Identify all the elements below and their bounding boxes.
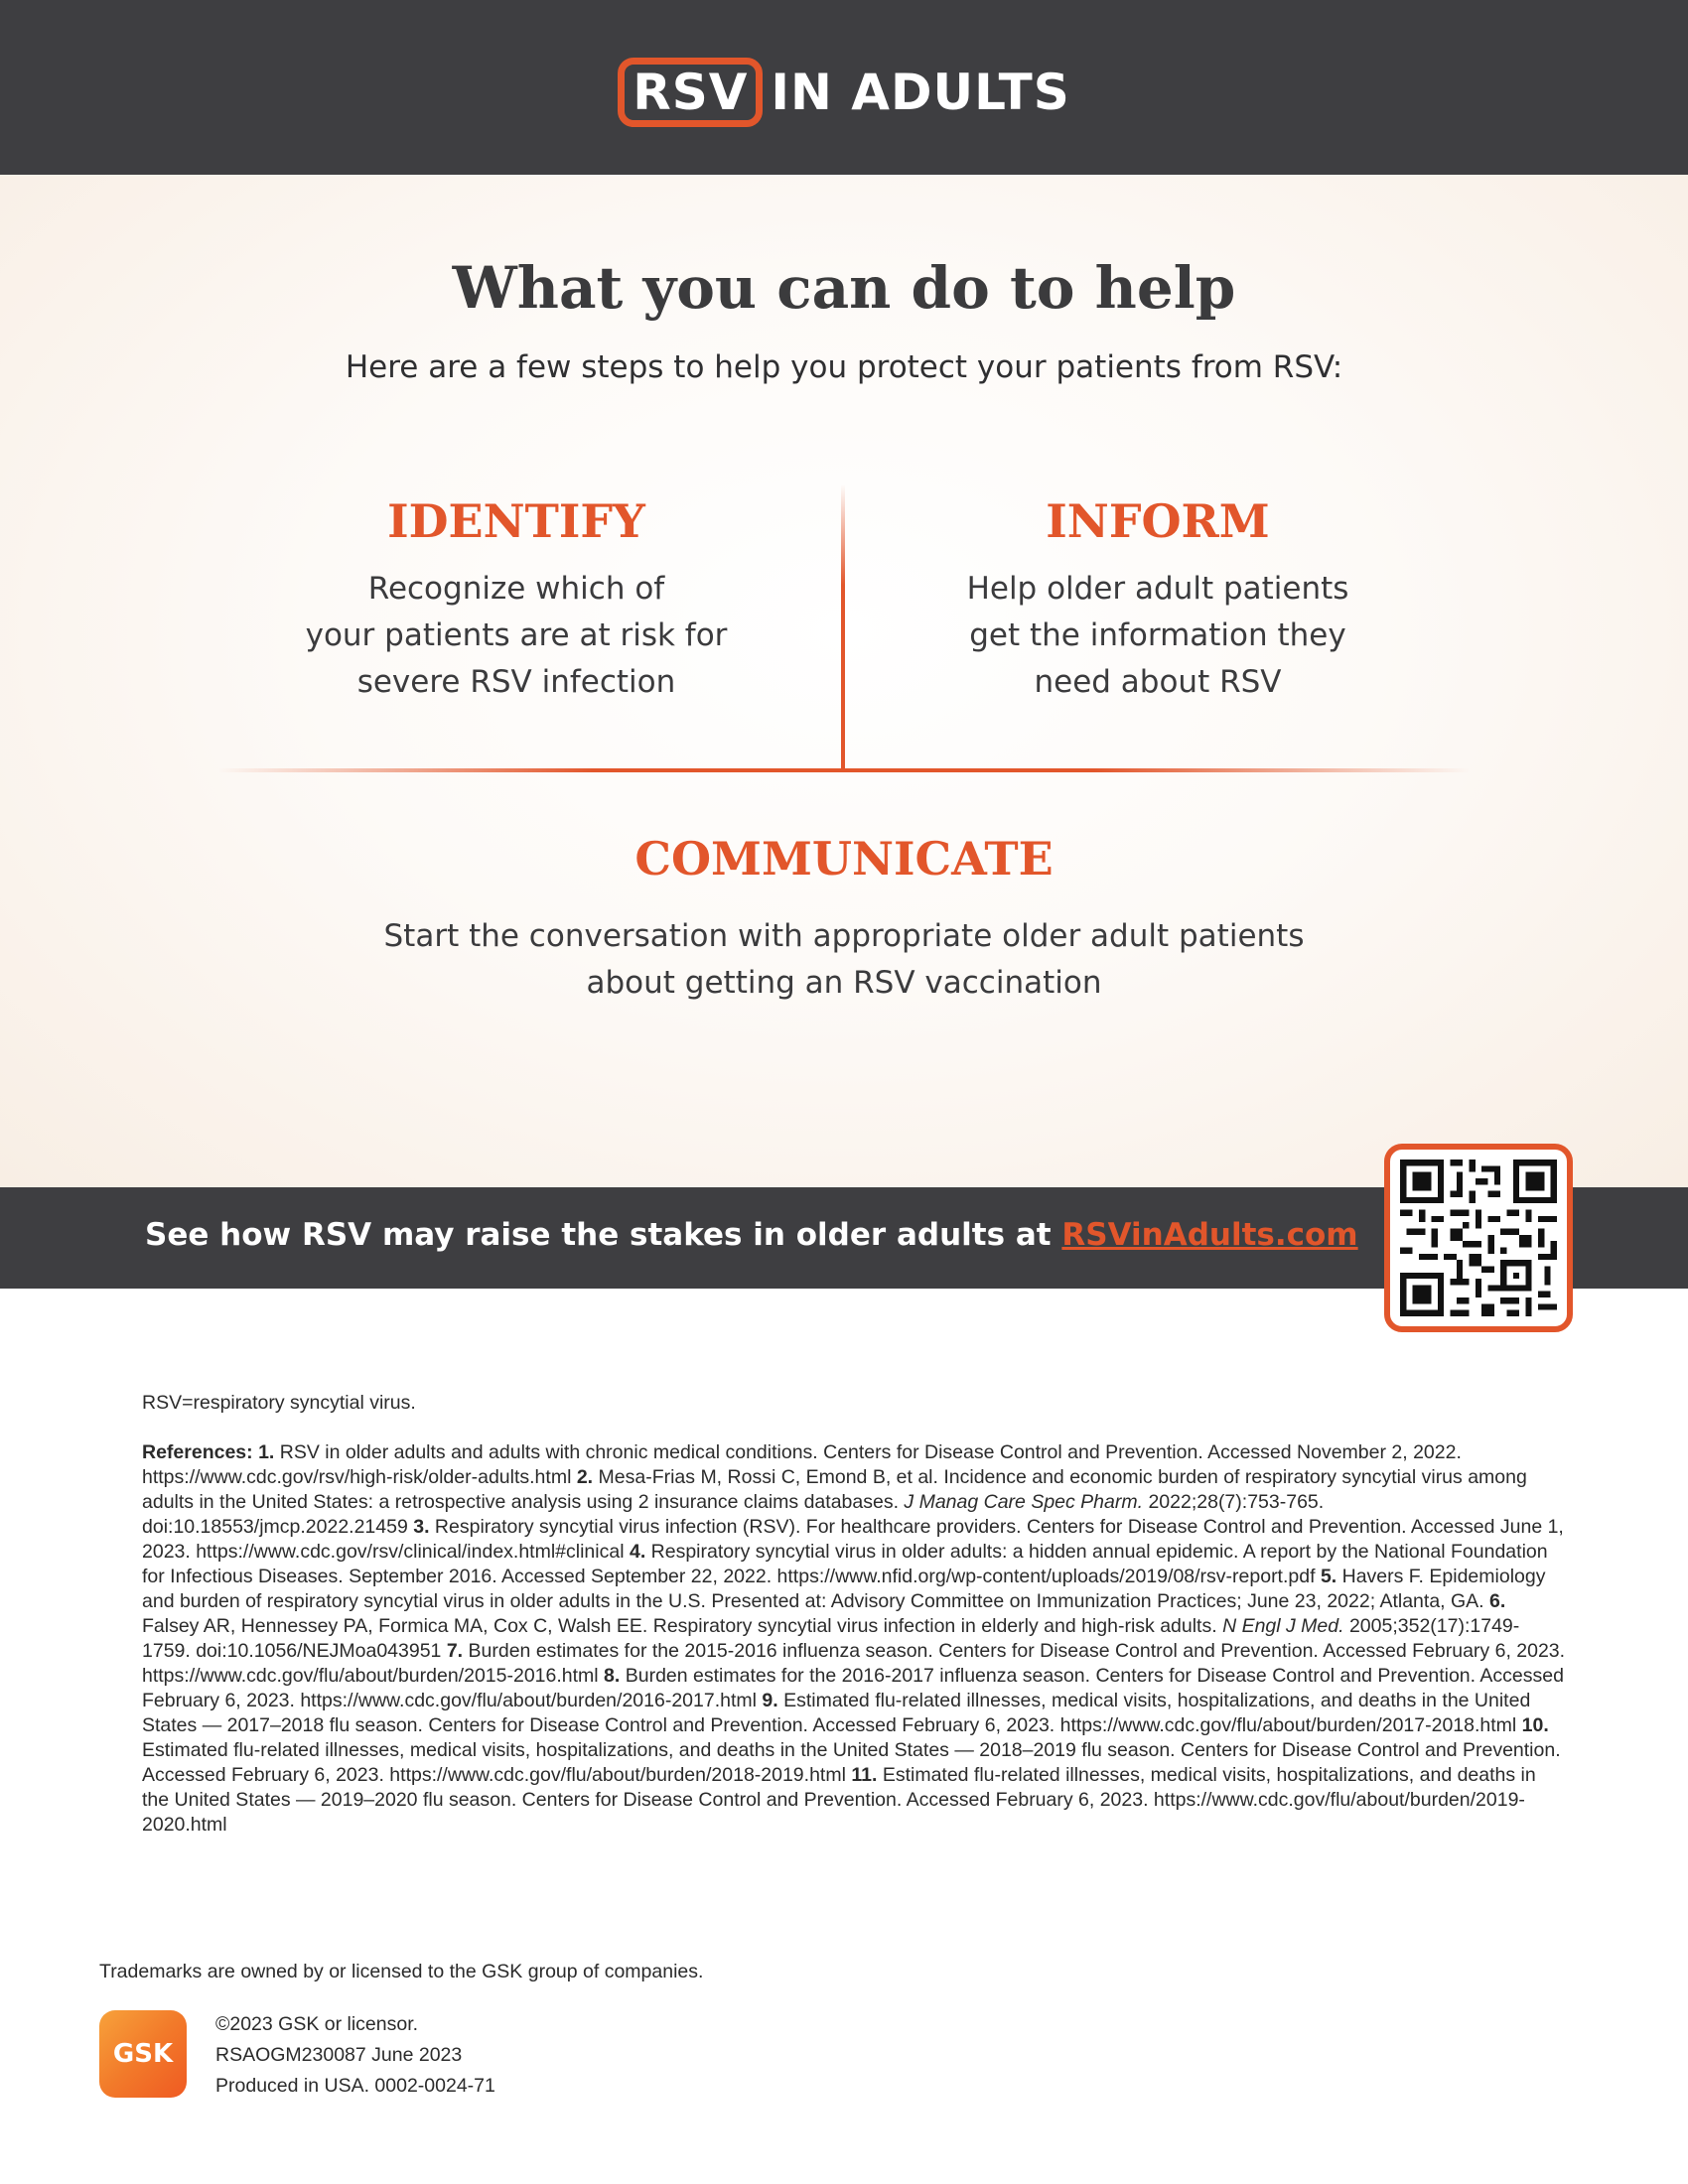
identify-line: your patients are at risk for: [305, 617, 728, 653]
page-subtitle: Here are a few steps to help you protect your patients from RSV:: [345, 349, 1343, 385]
ref-journal: N Engl J Med.: [1222, 1615, 1344, 1637]
ref-text: Respiratory syncytial virus infection (RSV). For healthcare providers. Centers for Disease Control and Prevention. Accessed June 1, 2023. https://www.cdc.gov/rsv/clinical/index.html#clinical: [142, 1516, 1564, 1563]
ref-number: 5.: [1320, 1566, 1337, 1587]
ref-text: RSV in older adults and adults with chronic medical conditions. Centers for Disease Control and Prevention. Accessed November 2, 2022. https://www.cdc.gov/rsv/high-risk/older-adults.html: [142, 1441, 1462, 1488]
ref-number: 2.: [576, 1466, 594, 1488]
ref-text: Estimated flu-related illnesses, medical visits, hospitalizations, and deaths in the United States — 2017–2018 flu season. Centers for Disease Control and Prevention. Accessed February 6, 2023. https://www.cdc.gov/flu/about/burden/2017-2018.html: [142, 1690, 1531, 1736]
ref-tail: 2022;28(7):753-765. doi:10.18553/jmcp.2022.21459: [142, 1491, 1325, 1538]
trademark-note: Trademarks are owned by or licensed to the GSK group of companies.: [99, 1961, 704, 1982]
ref-text: Mesa-Frias M, Rossi C, Emond B, et al. Incidence and economic burden of respiratory syncytial virus among adults in the United States: a retrospective analysis using 2 insurance claims databases.: [142, 1466, 1527, 1513]
ref-number: 3.: [413, 1516, 430, 1538]
ref-text: Estimated flu-related illnesses, medical visits, hospitalizations, and deaths in the United States — 2019–2020 flu season. Centers for Disease Control and Prevention. Accessed February 6, 2023. https://www.cdc.gov/flu/about/burden/2019-2020.html: [142, 1764, 1536, 1836]
logo-rest-text: IN ADULTS: [771, 64, 1070, 121]
ref-number: 9.: [762, 1690, 778, 1711]
inform-heading: INFORM: [1046, 494, 1270, 548]
ref-number: 6.: [1489, 1590, 1506, 1612]
qr-code-graphic: [1400, 1160, 1557, 1316]
inform-line: get the information they: [969, 617, 1346, 653]
ref-text: Respiratory syncytial virus in older adults: a hidden annual epidemic. A report by the National Foundation for Infectious Diseases. September 2016. Accessed September 22, 2022. https://www.nfid.org/wp-content/uploads/2019/08/rsv-report.pdf: [142, 1541, 1548, 1587]
ref-number: 4.: [629, 1541, 646, 1563]
gsk-logo: GSK: [99, 2010, 187, 2098]
cta-text: [145, 1217, 1358, 1253]
inform-text: [880, 566, 1436, 706]
references: [142, 1440, 1566, 1838]
ref-journal: J Manag Care Spec Pharm.: [904, 1491, 1144, 1513]
identify-text: [238, 566, 794, 706]
vertical-divider: [841, 484, 845, 772]
ref-text: Burden estimates for the 2015-2016 influenza season. Centers for Disease Control and Prevention. Accessed February 6, 2023. https://www.cdc.gov/flu/about/burden/2015-2016.html: [142, 1640, 1566, 1687]
communicate-heading: COMMUNICATE: [634, 832, 1054, 886]
cta-prefix: See how RSV may raise the stakes in older adults at: [145, 1217, 1062, 1253]
ref-tail: 2005;352(17):1749-1759. doi:10.1056/NEJMoa043951: [142, 1615, 1520, 1662]
identify-line: Recognize which of: [367, 571, 665, 607]
ref-text: Havers F. Epidemiology and burden of respiratory syncytial virus in older adults in the U.S. Presented at: Advisory Committee on Immunization Practices; June 23, 2022; Atlanta, GA.: [142, 1566, 1546, 1612]
ref-number: 8.: [604, 1665, 621, 1687]
inform-line: need about RSV: [1034, 664, 1282, 700]
legal-line: Produced in USA. 0002-0024-71: [215, 2075, 495, 2097]
inform-line: Help older adult patients: [966, 571, 1349, 607]
rsv-in-adults-link[interactable]: RSVinAdults.com: [1061, 1217, 1358, 1253]
horizontal-divider: [218, 768, 1470, 772]
ref-text: Falsey AR, Hennessey PA, Formica MA, Cox C, Walsh EE. Respiratory syncytial virus infection in elderly and high-risk adults.: [142, 1615, 1217, 1637]
communicate-line: Start the conversation with appropriate older adult patients: [383, 918, 1305, 954]
legal-line: RSAOGM230087 June 2023: [215, 2044, 463, 2066]
abbreviation-note: RSV=respiratory syncytial virus.: [142, 1392, 416, 1414]
communicate-line: about getting an RSV vaccination: [586, 965, 1102, 1001]
qr-code-icon[interactable]: [1384, 1144, 1573, 1332]
rsv-in-adults-logo: [0, 58, 1688, 127]
legal-line: ©2023 GSK or licensor.: [215, 2013, 419, 2035]
references-label: References:: [142, 1441, 253, 1463]
ref-number: 7.: [446, 1640, 464, 1662]
ref-number: 1.: [258, 1441, 275, 1463]
ref-number: 11.: [851, 1764, 878, 1786]
communicate-text: [248, 913, 1440, 1007]
ref-text: Estimated flu-related illnesses, medical visits, hospitalizations, and deaths in the United States — 2018–2019 flu season. Centers for Disease Control and Prevention. Accessed February 6, 2023. https://www.cdc.gov/flu/about/burden/2018-2019.html: [142, 1739, 1561, 1786]
ref-number: 10.: [1521, 1714, 1549, 1736]
identify-line: severe RSV infection: [356, 664, 676, 700]
identify-heading: IDENTIFY: [387, 494, 645, 548]
ref-text: Burden estimates for the 2016-2017 influenza season. Centers for Disease Control and Prevention. Accessed February 6, 2023. https://www.cdc.gov/flu/about/burden/2016-2017.html: [142, 1665, 1564, 1711]
logo-boxed-text: RSV: [618, 58, 763, 127]
legal-info: [215, 2009, 811, 2102]
page-title: What you can do to help: [452, 254, 1236, 322]
